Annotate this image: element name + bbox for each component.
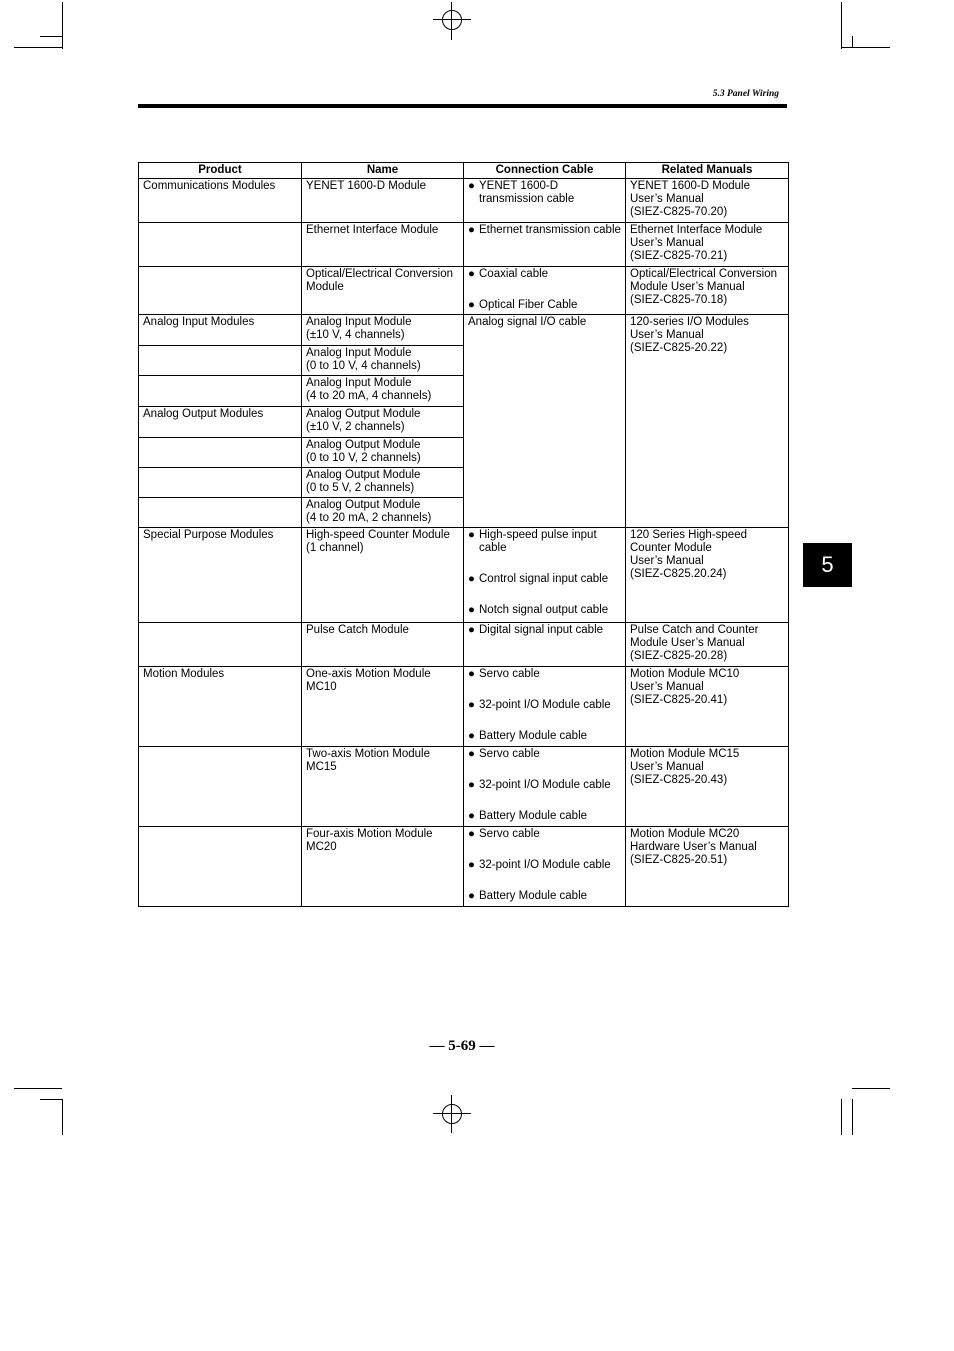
header-rule [138, 104, 787, 108]
name-cell: Analog Input Module (4 to 20 mA, 4 channels) [302, 376, 464, 407]
cable-cell: ● Servo cable ● 32-point I/O Module cable ● Battery Module cable [464, 827, 626, 907]
table-row [139, 827, 789, 907]
cable-item: Battery Module cable [479, 730, 588, 742]
manual-cell: 120 Series High-speed Counter Module User’s Manual (SIEZ-C825.20.24) [626, 528, 789, 623]
header-connection-cable: Connection Cable [464, 163, 626, 179]
manual-cell: YENET 1600-D Module User’s Manual (SIEZ-C825-70.20) [626, 179, 789, 223]
name-cell: Ethernet Interface Module [302, 223, 464, 267]
cable-cell: ● YENET 1600-D transmission cable [464, 179, 626, 223]
table-row [139, 667, 789, 747]
name-cell: Two-axis Motion Module MC15 [302, 747, 464, 827]
table-row [139, 179, 789, 223]
table-row [139, 315, 789, 346]
manual-cell: Motion Module MC10 User’s Manual (SIEZ-C825-20.41) [626, 667, 789, 747]
name-cell: Pulse Catch Module [302, 623, 464, 667]
name-cell: Analog Output Module (0 to 5 V, 2 channels) [302, 468, 464, 498]
product-cell: Analog Output Modules [139, 407, 302, 438]
cable-item: High-speed pulse input cable [479, 529, 597, 554]
cable-cell: ● Ethernet transmission cable [464, 223, 626, 267]
cable-item: Battery Module cable [479, 890, 588, 902]
header-product: Product [139, 163, 302, 179]
manual-cell: 120-series I/O Modules User’s Manual (SIEZ-C825-20.22) [626, 315, 789, 528]
cable-item: 32-point I/O Module cable [479, 859, 611, 871]
manual-cell: Motion Module MC15 User’s Manual (SIEZ-C825-20.43) [626, 747, 789, 827]
product-cell [139, 747, 302, 827]
cable-item: 32-point I/O Module cable [479, 699, 611, 711]
name-cell: Analog Input Module (0 to 10 V, 4 channels) [302, 346, 464, 376]
product-cell [139, 623, 302, 667]
name-cell: Analog Output Module (4 to 20 mA, 2 channels) [302, 498, 464, 528]
manual-cell: Ethernet Interface Module User’s Manual (SIEZ-C825-70.21) [626, 223, 789, 267]
cable-cell: ● Digital signal input cable [464, 623, 626, 667]
table-row [139, 747, 789, 827]
product-cell [139, 468, 302, 498]
cable-item: Servo cable [479, 668, 540, 680]
manual-cell: Pulse Catch and Counter Module User’s Manual (SIEZ-C825-20.28) [626, 623, 789, 667]
name-cell: Four-axis Motion Module MC20 [302, 827, 464, 907]
cable-cell: ● High-speed pulse input cable ● Control signal input cable ● Notch signal output cable [464, 528, 626, 623]
product-cell: Motion Modules [139, 667, 302, 747]
product-cell [139, 498, 302, 528]
cable-item: Digital signal input cable [479, 624, 604, 636]
table-row [139, 223, 789, 267]
table-row [139, 623, 789, 667]
manual-cell: Optical/Electrical Conversion Module User’s Manual (SIEZ-C825-70.18) [626, 267, 789, 315]
manual-cell: Motion Module MC20 Hardware User’s Manual (SIEZ-C825-20.51) [626, 827, 789, 907]
page-number: — 5-69 — [429, 1038, 495, 1054]
product-cell: Communications Modules [139, 179, 302, 223]
product-cell [139, 438, 302, 468]
product-cell [139, 267, 302, 315]
cable-item: Servo cable [479, 828, 540, 840]
header-name: Name [302, 163, 464, 179]
cable-cell: Analog signal I/O cable [464, 315, 626, 528]
table-row [139, 267, 789, 315]
product-cell: Analog Input Modules [139, 315, 302, 346]
cable-item: 32-point I/O Module cable [479, 779, 611, 791]
chapter-tab: 5 [803, 543, 852, 587]
product-cell [139, 346, 302, 376]
product-cell [139, 827, 302, 907]
table-row [139, 528, 789, 623]
table-header-row [139, 163, 789, 179]
cable-item: Ethernet transmission cable [479, 224, 621, 236]
header-related-manuals: Related Manuals [626, 163, 789, 179]
related-products-table [138, 162, 789, 907]
product-cell: Special Purpose Modules [139, 528, 302, 623]
header-section-title: 5.3 Panel Wiring [712, 89, 779, 99]
cable-item: YENET 1600-D transmission cable [479, 180, 575, 205]
cable-item: Control signal input cable [479, 573, 609, 585]
name-cell: One-axis Motion Module MC10 [302, 667, 464, 747]
cable-cell: ● Servo cable ● 32-point I/O Module cable ● Battery Module cable [464, 667, 626, 747]
name-cell: High-speed Counter Module (1 channel) [302, 528, 464, 623]
product-cell [139, 223, 302, 267]
cable-item: Battery Module cable [479, 810, 588, 822]
name-cell: YENET 1600-D Module [302, 179, 464, 223]
cable-cell: ● Servo cable ● 32-point I/O Module cable ● Battery Module cable [464, 747, 626, 827]
cable-item: Optical Fiber Cable [479, 299, 578, 311]
cable-item: Servo cable [479, 748, 540, 760]
cable-item: Coaxial cable [479, 268, 549, 280]
cable-item: Notch signal output cable [479, 604, 609, 616]
name-cell: Analog Output Module (±10 V, 2 channels) [302, 407, 464, 438]
cable-cell: ● Coaxial cable ● Optical Fiber Cable [464, 267, 626, 315]
product-cell [139, 376, 302, 407]
name-cell: Analog Input Module (±10 V, 4 channels) [302, 315, 464, 346]
name-cell: Optical/Electrical Conversion Module [302, 267, 464, 315]
name-cell: Analog Output Module (0 to 10 V, 2 channels) [302, 438, 464, 468]
